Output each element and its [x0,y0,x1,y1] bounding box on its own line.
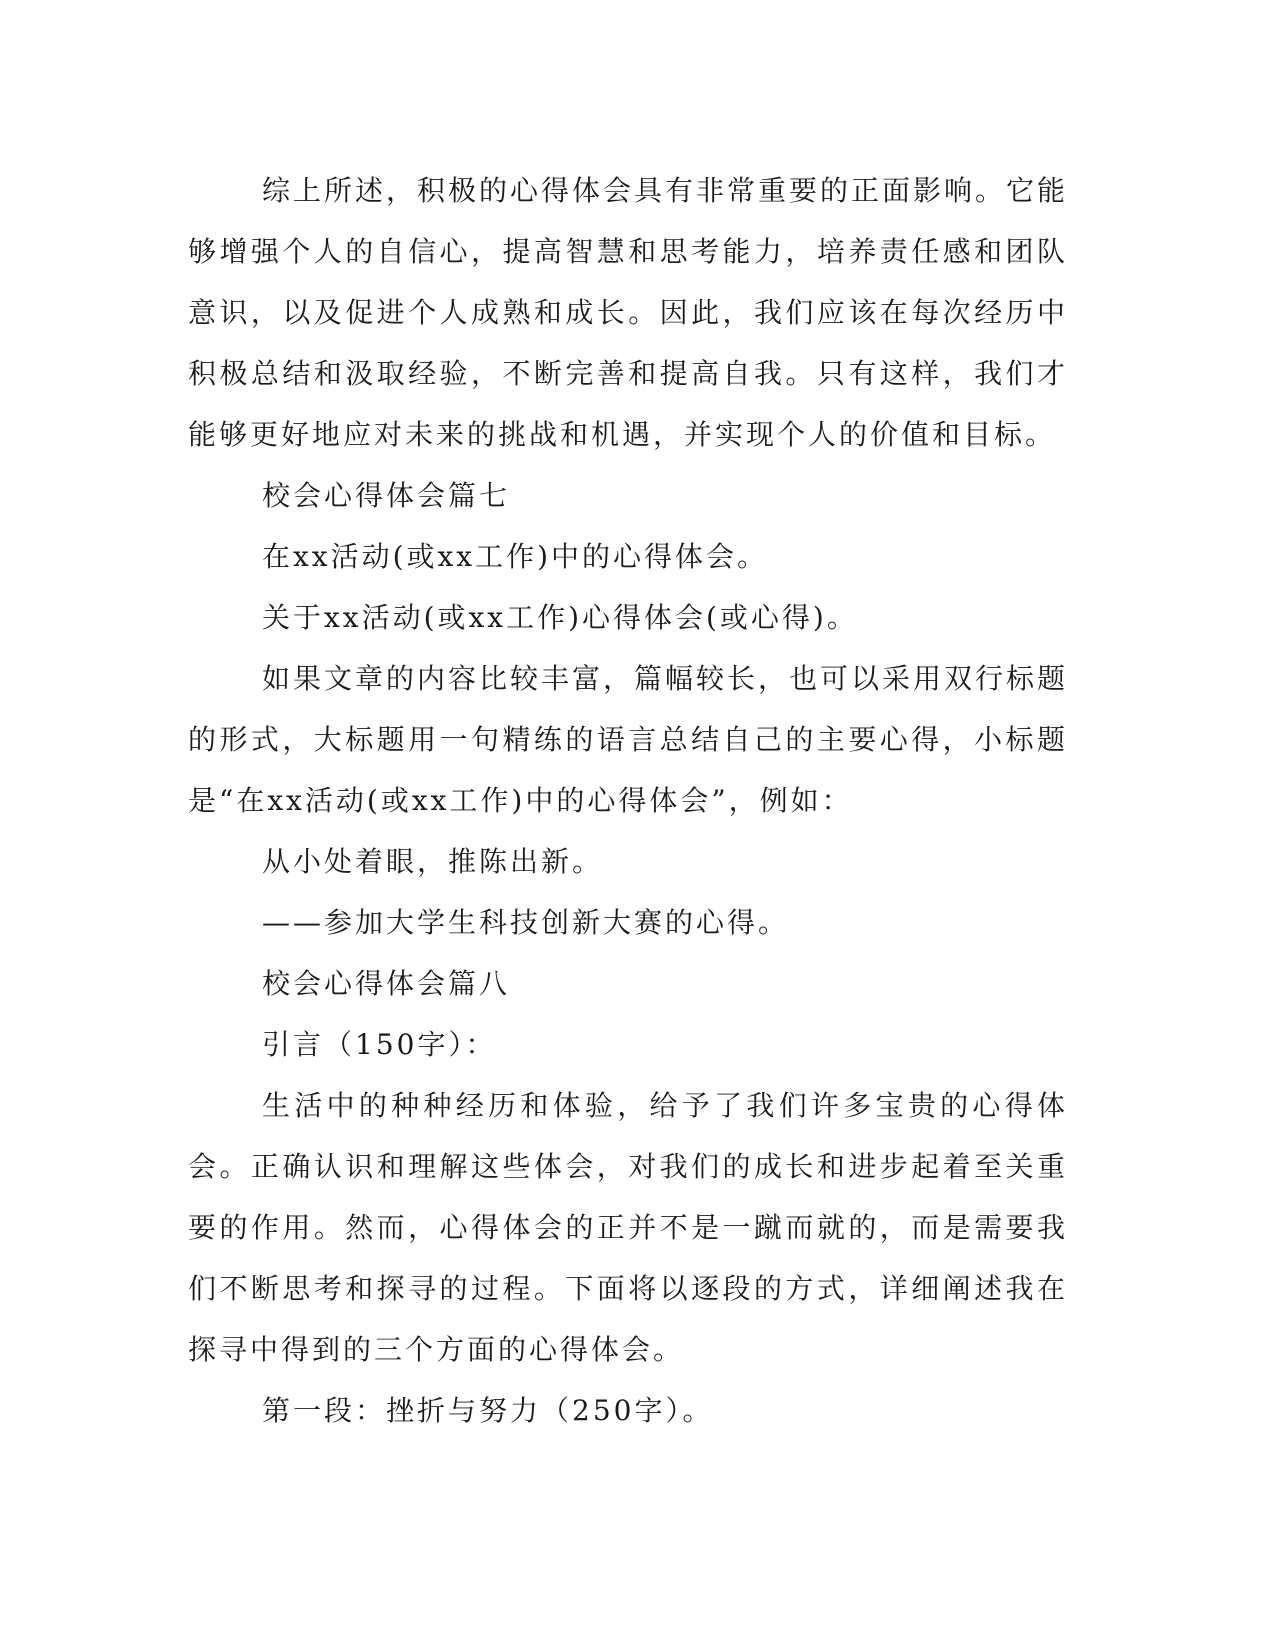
intro-heading: 引言（150字）： [262,1028,497,1061]
section-1-heading: 第一段：挫折与努力（250字）。 [262,1394,714,1427]
paragraph-double-title: 如果文章的内容比较丰富，篇幅较长，也可以采用双行标题的形式，大标题用一句精练的语言总结自己的主要心得，小标题是“在xx活动(或xx工作)中的心得体会”，例如： [188,662,1069,817]
section-heading-8: 校会心得体会篇八 [262,967,511,1000]
title-example-2: 关于xx活动(或xx工作)心得体会(或心得)。 [262,601,858,634]
paragraph-conclusion: 综上所述，积极的心得体会具有非常重要的正面影响。它能够增强个人的自信心，提高智慧和思考能力，培养责任感和团队意识，以及促进个人成熟和成长。因此，我们应该在每次经历中积极总结和汲取经验，不断完善和提高自我。只有这样，我们才能够更好地应对未来的挑战和机遇，并实现个人的价值和目标。 [188,174,1069,451]
section-heading-7: 校会心得体会篇七 [262,479,511,512]
paragraph-intro: 生活中的种种经历和体验，给予了我们许多宝贵的心得体会。正确认识和理解这些体会，对我们的成长和进步起着至关重要的作用。然而，心得体会的正并不是一蹴而就的，而是需要我们不断思考和探寻的过程。下面将以逐段的方式，详细阐述我在探寻中得到的三个方面的心得体会。 [188,1089,1068,1366]
title-example-1: 在xx活动(或xx工作)中的心得体会。 [262,540,769,573]
example-main-title: 从小处着眼，推陈出新。 [262,845,604,878]
document-body [188,160,1068,1441]
example-subtitle: ——参加大学生科技创新大赛的心得。 [262,906,790,939]
